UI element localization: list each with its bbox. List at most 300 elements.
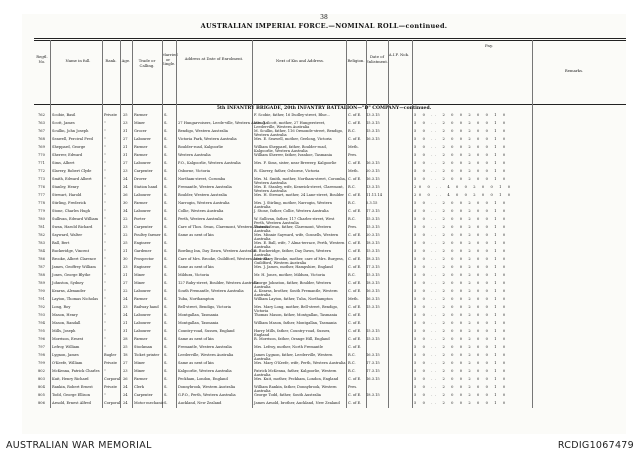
row-age: 27 [123,361,128,365]
row-age: 31 [123,329,128,333]
row-no: 803 [38,377,45,381]
page-title: AUSTRALIAN IMPERIAL FORCE.—NOMINAL ROLL—continued. [200,22,448,30]
row-trade: Labourer [134,193,151,197]
row-marr: S. [164,361,168,365]
footer-record-id: RCDIG1067479 [557,440,634,451]
row-kin: Mrs. H. Stewart, mother, 24 Lane-street, Boulder [254,193,345,197]
row-age: 23 [123,369,128,373]
row-rel: C. of E. [348,121,362,125]
row-age: 21 [123,321,128,325]
row-rank: " [104,193,106,197]
row-pay: 5 0 .. 2 0 0 2 0 0 1 0 [414,305,508,309]
row-kin: Mrs. F. Sims, sister, near Brewery, Kalgoorlie [254,161,337,165]
row-marr: S. [164,401,168,405]
col-next-of-kin: Next of Kin and Address. [275,58,325,63]
row-pay: 5 0 .. 2 0 0 2 0 0 1 0 [414,257,508,261]
row-rank: " [104,337,106,341]
row-kin: Harry Mills, father, Country-road, Sussex, England [254,329,331,338]
row-pay: 20 0 .. 4 0 0 2 0 0 1 0 [414,193,513,197]
row-kin: W. Sullivan, father, 117 Charles-street, West Perth, Western Australia [254,217,335,226]
row-rel: R.C. [348,201,356,205]
row-no: 784 [38,249,45,253]
row-marr: S. [164,209,168,213]
row-name: Stanley, Henry [52,185,79,189]
col-regtl-no: Regtl. No. [36,54,48,64]
row-rank: Corporal [104,401,121,405]
row-no: 773 [38,177,45,181]
row-trade: Carpenter [134,169,153,173]
row-marr: S. [164,305,168,309]
row-trade: Stockman [134,345,153,349]
row-date: 15.3.15 [366,273,380,277]
row-date: 15.3.15 [366,121,380,125]
row-age: 22 [123,217,128,221]
row-date: 16.3.15 [366,289,380,293]
row-name: Lefroy, William [52,345,80,349]
row-addr: Same as next of kin [178,233,214,237]
row-addr: Mildura, Victoria [178,273,210,277]
row-date: 16.3.15 [366,161,380,165]
row-rank: " [104,153,106,157]
row-date: 16.3.15 [366,377,380,381]
row-pay: 5 0 .. 2 0 0 2 0 0 1 0 [414,201,508,205]
row-addr: Tuba, Northampton [178,297,214,301]
row-no: 779 [38,209,45,213]
row-name: Scott, James [52,121,75,125]
row-rel: C. of E. [348,321,362,325]
row-name: Mills, Joseph [52,329,76,333]
row-date: 15.3.15 [366,129,380,133]
row-kin: Mrs. Minnie Sayward, wife, Gosnells, Western Australia [254,233,339,242]
row-rank: Private [104,385,118,389]
row-kin: A. Kearns, brother, South Fremantle, Western Australia [254,289,338,298]
row-age: 21 [123,145,128,149]
row-age: 28 [123,337,128,341]
row-trade: Farmer [134,153,148,157]
col-address: Address at Date of Enrolment. [184,56,244,61]
row-trade: Railway hand [134,305,159,309]
row-trade: Labourer [134,329,151,333]
row-date: 5.3.15 [366,201,378,205]
row-no: 777 [38,193,45,197]
row-no: 794 [38,321,45,325]
row-pay: 5 0 .. 2 0 0 2 0 0 1 0 [414,121,508,125]
col-rank: Rank. [105,58,117,63]
row-addr: P.O., Kalgoorlie, Western Australia [178,161,241,165]
row-rank: " [104,289,106,293]
row-date: 16.3.15 [366,297,380,301]
row-addr: Fremantle, Western Australia [178,345,232,349]
row-pay: 5 0 .. 2 0 0 2 0 0 1 0 [414,249,508,253]
row-pay: 5 0 .. 2 0 0 2 0 0 1 0 [414,329,508,333]
row-marr: S. [164,265,168,269]
header-rule-top [34,38,626,39]
row-kin: Patrick McKenna, father, Kalgoorlie, Western Australia [254,369,337,378]
row-rel: Meth. [348,145,359,149]
row-kin: William Mason, father, Montgallan, Tasmania [254,321,337,325]
row-addr: Victoria Park, Western Australia [178,137,237,141]
row-name: McKenna, Patrick Charles [52,369,100,373]
row-name: Sims, Albert [52,161,75,165]
row-trade: Carpenter [134,393,153,397]
row-trade: Miner [134,361,145,365]
row-trade: Labourer [134,289,151,293]
row-pay: 5 0 .. 2 0 0 2 0 0 1 0 [414,281,508,285]
row-marr: S. [164,337,168,341]
row-pay: 5 0 .. 2 0 0 2 0 0 1 0 [414,297,508,301]
row-kin: Mrs. Kuit, mother, Peckham, London, England [254,377,339,381]
row-kin: Mrs. J. Scott, mother, 27 Hungerstreet, Leederville, Western Australia [254,121,326,130]
row-no: 769 [38,145,45,149]
row-pay: 5 0 .. 2 0 0 2 0 0 1 0 [414,161,508,165]
row-trade: Farmer [134,145,148,149]
row-rank: " [104,209,106,213]
row-age: 30 [123,257,128,261]
row-rank: " [104,137,106,141]
row-rel: R.C. [348,273,356,277]
row-rank: Bugler [104,353,117,357]
row-marr: S. [164,241,168,245]
row-marr: S. [164,393,168,397]
footer-archive-name: AUSTRALIAN WAR MEMORIAL [6,440,152,451]
row-addr: Care of Mrs. Brooke, Guildford, Western Australia [178,257,270,261]
row-addr: 27 Hungarvoisers, Leede-ville, Western Australia [178,121,268,125]
row-trade: Ticket printer [134,353,160,357]
row-rank: " [104,129,106,133]
row-trade: Labourer [134,209,151,213]
row-age: 25 [123,241,128,245]
row-trade: Porter [134,217,146,221]
row-date: 18.3.15 [366,393,380,397]
row-pay: 5 0 .. 2 0 0 2 0 0 1 0 [414,401,508,405]
row-no: 788 [38,273,45,277]
row-pay: 5 0 .. 2 0 0 2 0 0 1 0 [414,169,508,173]
row-trade: Labourer [134,161,151,165]
row-kin: B. Buckeridge, father, Day Dawn, Western Australia [254,249,331,258]
row-addr: Boulder-road, Kalgoorlie [178,145,223,149]
row-rank: Private [104,113,118,117]
row-addr: Collie, Western Australia [178,209,224,213]
row-name: Morrison, Ernest [52,337,84,341]
row-pay: 5 0 .. 2 0 0 2 0 0 1 0 [414,361,508,365]
table-row [34,401,626,410]
row-pay: 5 0 .. 2 0 0 2 0 0 1 0 [414,345,508,349]
row-rel: C. of E. [348,241,362,245]
row-date: 13.3.15 [366,113,380,117]
row-name: Brooke, Albert Clarence [52,257,97,261]
row-date: 15.3.15 [366,305,380,309]
row-rank: " [104,145,106,149]
row-no: 767 [38,129,45,133]
row-date: 15.3.15 [366,337,380,341]
row-no: 802 [38,369,45,373]
row-date: 20.3.15 [366,169,380,173]
row-no: 804 [38,385,45,389]
row-marr: S. [164,233,168,237]
row-kin: J. Stone, father, Collie, Western Australia [254,209,329,213]
row-no: 805 [38,393,45,397]
row-kin: M. Scullin, father, 116 Ormonde-street, Bendigo, Western Australia [254,129,344,138]
col-religion: Religion. [347,58,365,63]
row-age: 24 [123,297,128,301]
row-trade: Miner [134,281,145,285]
row-pay: 5 0 .. 2 0 0 2 0 0 1 0 [414,393,508,397]
row-rank: " [104,313,106,317]
row-addr: Bendigo, Western Australia [178,129,228,133]
row-kin: William Layton, father, Tuba, Northampton [254,297,333,301]
section-heading: 5th INFANTRY BRIGADE, 20th INFANTRY BATTALION—"D" COMPANY—continued. [216,106,432,111]
row-pay: 5 0 .. 2 0 0 2 0 0 1 0 [414,353,508,357]
row-rel: C. of E. [348,137,362,141]
row-pay: 5 0 .. 2 0 0 2 0 0 1 0 [414,113,508,117]
row-pay: 5 0 .. 2 0 0 2 0 0 1 0 [414,273,508,277]
row-date: 15.3.15 [366,225,380,229]
row-kin: Mrs. M. Smith, mother, Northam-street, Coromba, Western Australia [254,177,346,186]
row-name: Todd, George Ellison [52,393,91,397]
row-rank: " [104,225,106,229]
row-age: 27 [123,137,128,141]
row-addr: Narrogin, Western Australia [178,201,230,205]
row-date: 16.3.15 [366,137,380,141]
row-kin: William Sheppard, father, Boulder-road, Kalgoorlie, Western Australia [254,145,327,154]
row-name: Johnston, Sydney [52,281,84,285]
row-age: 26 [123,193,128,197]
row-age: 24 [123,401,128,405]
row-pay: 5 0 .. 2 0 0 2 0 0 1 0 [414,265,508,269]
row-date: 18.3.15 [366,281,380,285]
row-date: 16.3.15 [366,177,380,181]
row-name: Stirling, Frederick [52,201,86,205]
row-rank: " [104,345,106,349]
row-addr: Montgallan, Tasmania [178,321,219,325]
row-age: 24 [123,385,128,389]
row-addr: Western Australia [178,153,211,157]
row-pay: 5 0 .. 2 0 0 2 0 0 1 0 [414,321,508,325]
row-rel: R.C. [348,129,356,133]
row-rel: C. of E. [348,313,362,317]
row-rel: C. of E. [348,209,362,213]
row-pay: 5 0 .. 2 0 0 2 0 0 1 0 [414,209,508,213]
row-name: Rankin, Robert Ernest [52,385,93,389]
row-marr: S. [164,353,168,357]
row-kin: F. Scobie, father, 16 Dudley-street, Blue... [254,113,331,117]
row-rank: " [104,297,106,301]
row-pay: 5 0 .. 2 0 0 2 0 0 1 0 [414,289,508,293]
row-age: 24 [123,177,128,181]
row-name: Kuit, Henry Richard [52,377,89,381]
row-kin: Mrs. Lefroy, mother, North Fremantle [254,345,324,349]
row-marr: S. [164,161,168,165]
row-pay: 5 0 .. 2 0 0 2 0 0 1 0 [414,177,508,181]
row-age: 34 [123,209,128,213]
row-marr: S. [164,137,168,141]
row-age: 31 [123,153,128,157]
row-rank: " [104,393,106,397]
row-kin: Mrs. E. Seawell, mother, Geelong, Victoria [254,137,332,141]
row-marr: S. [164,369,168,373]
row-trade: Engineer [134,241,151,245]
row-age: 26 [123,377,128,381]
row-rel: C. of E. [348,345,362,349]
row-trade: Farmer [134,297,148,301]
row-rel: C. of E. [348,281,362,285]
row-trade: Poultry farmer [134,233,161,237]
row-marr: S. [164,377,168,381]
row-date: 13.3.15 [366,185,380,189]
row-kin: William Sherrer, father, Ivanhoe, Tasmania [254,153,333,157]
row-addr: Bell-street, Bendigo, Victoria [178,305,231,309]
row-kin: James Arnold, brother, Auckland, New Zealand [254,401,340,405]
row-kin: Mrs. Mary Brooke, mother, care of Mrs. Burgess, Guildford, Western Australia [254,257,344,266]
row-marr: S. [164,129,168,133]
row-name: Stone, Charles Hugh [52,209,91,213]
row-date: 15.3.15 [366,217,380,221]
row-rank: " [104,161,106,165]
row-marr: S. [164,385,168,389]
row-rel: C. of E. [348,289,362,293]
row-addr: Peckham, London, England [178,377,228,381]
row-name: Sayward, Walter [52,233,83,237]
row-rel: C. of E. [348,329,362,333]
row-no: 806 [38,401,45,405]
row-no: 789 [38,281,45,285]
row-age: 23 [123,265,128,269]
row-addr: Donnybrook, Western Australia [178,385,236,389]
row-addr: Boulder, Western Australia [178,193,227,197]
row-addr: Same as next of kin [178,361,214,365]
row-trade: Miner [134,121,145,125]
row-name: Seawell, Percival Fred [52,137,93,141]
row-age: 27 [123,281,128,285]
row-rank: Private [104,361,118,365]
row-marr: S. [164,217,168,221]
row-kin: Mrs. J. Stirling, mother, Narrogin, Western Australia [254,201,332,210]
row-kin: Mrs. E. Ball, wife, 7 Alma-terrace, Perth, Western Australia [254,241,345,250]
row-trade: Prospector [134,257,154,261]
row-no: 791 [38,297,45,301]
row-name: Long, Roy [52,305,71,309]
row-age: 18 [123,353,128,357]
row-no: 771 [38,161,45,165]
col-trade: Trade or Calling. [138,58,156,68]
row-no: 782 [38,233,45,237]
row-date: 17.3.15 [366,361,380,365]
row-trade: Miner [134,369,145,373]
row-name: Stewart, Harold [52,193,82,197]
row-trade: Labourer [134,137,151,141]
row-marr: S. [164,329,168,333]
row-no: 772 [38,169,45,173]
row-name: Mason, Randall [52,321,81,325]
row-no: 783 [38,241,45,245]
row-rel: C. of E. [348,337,362,341]
row-rank: " [104,121,106,125]
row-rank: " [104,249,106,253]
row-age: 27 [123,161,128,165]
row-kin: Mrs. J. James, mother, Hampshire, England [254,265,333,269]
row-addr: Country-road, Sussex, England [178,329,235,333]
row-rel: C. of E. [348,377,362,381]
row-date: 16.3.15 [366,353,380,357]
row-addr: Perth, Western Australia [178,217,223,221]
row-rel: C. of E. [348,113,362,117]
row-marr: S. [164,121,168,125]
row-pay: 5 0 .. 2 0 0 2 0 0 1 0 [414,377,508,381]
row-kin: George Johnston, father, Boulder, Western Australia [254,281,331,290]
row-trade: Farmer [134,377,148,381]
row-name: Scullin, John Joseph [52,129,89,133]
row-marr: S. [164,249,168,253]
row-no: 781 [38,225,45,229]
row-name: Kearns, Alexander [52,289,86,293]
row-age: 22 [123,289,128,293]
row-rank: " [104,281,106,285]
row-date: 18.3.15 [366,241,380,245]
row-rel: R.C. [348,217,356,221]
row-rel: Meth. [348,169,359,173]
row-marr: S. [164,289,168,293]
row-name: O'Keefe, William [52,361,83,365]
row-no: 793 [38,313,45,317]
row-addr: Fremantle, Western Australia [178,185,232,189]
row-rel: C. of E. [348,257,362,261]
page-number: 38 [320,14,328,21]
row-age: 23 [123,169,128,173]
row-no: 787 [38,265,45,269]
row-rank: " [104,241,106,245]
row-marr: S. [164,281,168,285]
row-rank: " [104,217,106,221]
row-age: 23 [123,225,128,229]
row-rel: C. of E. [348,265,362,269]
row-rel: Pres. [348,225,358,229]
row-pay: 5 0 .. 2 0 0 2 0 0 1 0 [414,145,508,149]
row-name: Buckeridge, Vincent [52,249,90,253]
row-no: 762 [38,113,45,117]
row-name: Sullivan, Edward William [52,217,99,221]
row-date: 17.3.15 [366,265,380,269]
row-date: 11.11.14 [366,193,383,197]
row-date: 15.3.15 [366,249,380,253]
row-no: 778 [38,201,45,205]
row-kin: Mrs. Mary O'Keefe, wife, Perth, Western Australia [254,361,346,365]
col-married: Married or Single. [162,52,178,67]
row-name: Slavery, Robert Clyde [52,169,92,173]
row-no: 768 [38,137,45,141]
row-no: 792 [38,305,45,309]
col-name: Name in full. [65,58,91,63]
row-addr: Montgallan, Tasmania [178,313,219,317]
row-date: 15.3.15 [366,329,380,333]
row-trade: Engineer [134,265,151,269]
row-pay: 5 0 .. 2 0 0 2 0 0 1 0 [414,137,508,141]
row-rank: " [104,329,106,333]
row-pay: 5 0 .. 2 0 0 2 0 0 1 0 [414,153,508,157]
row-rel: R.C. [348,353,356,357]
row-name: Lygnon, James [52,353,79,357]
row-marr: S. [164,313,168,317]
row-pay: 20 0 .. 4 0 0 2 0 0 1 0 [414,185,513,189]
row-rank: " [104,257,106,261]
row-addr: Care of Thos. Swan, Claremont, Western Australia [178,225,270,229]
col-remarks: Remarks. [564,68,584,73]
row-addr: Auckland, New Zealand [178,401,222,405]
row-name: Mason, Henry [52,313,78,317]
row-marr: S. [164,321,168,325]
row-kin: Mrs. Mary Long, mother, Bell-street, Bendigo, Victoria [254,305,339,314]
row-age: 21 [123,249,128,253]
row-trade: Miner [134,273,145,277]
